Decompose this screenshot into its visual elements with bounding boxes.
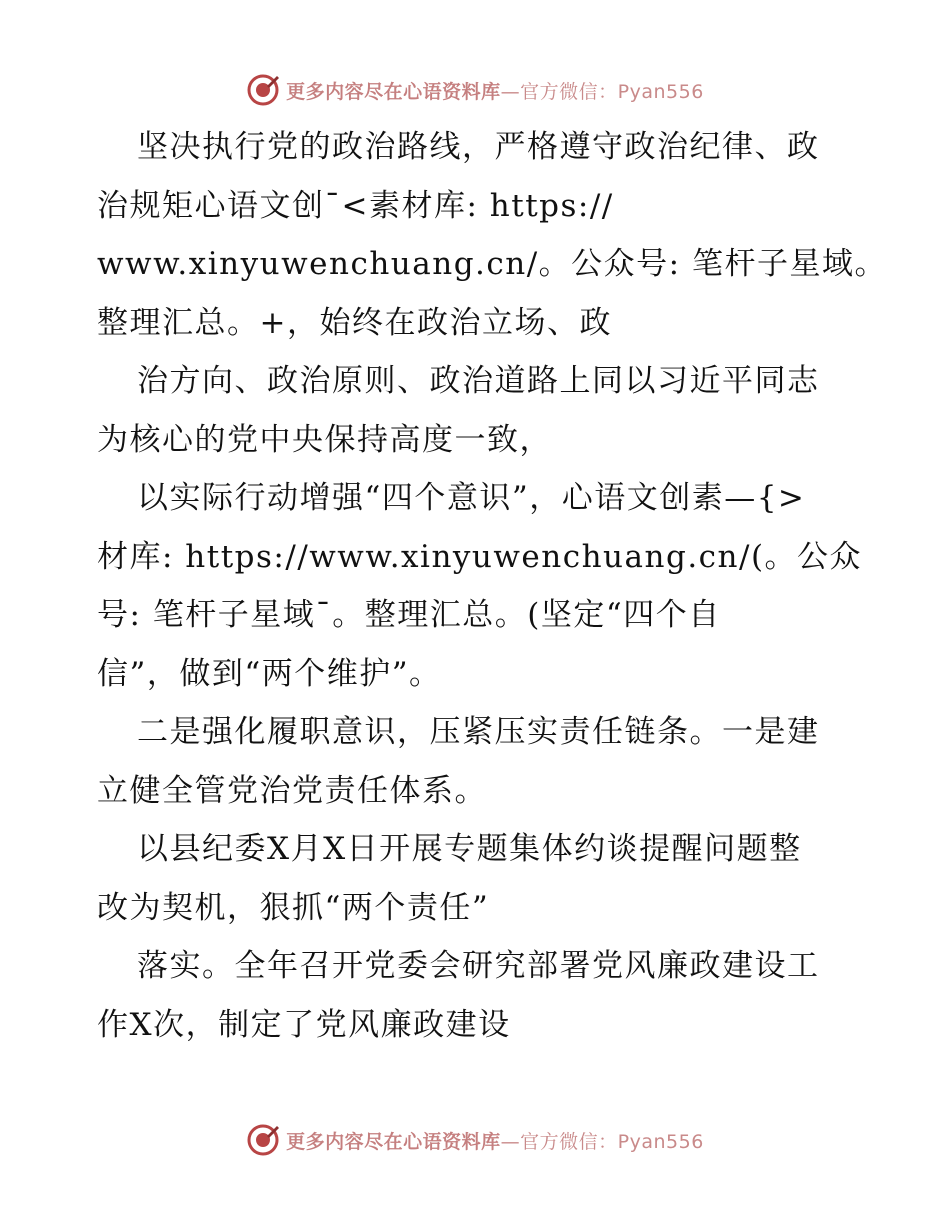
banner-text — [286, 77, 704, 104]
text-line: 落实。全年召开党委会研究部署党风廉政建设工 — [137, 948, 820, 984]
text-line: 作X次，制定了党风廉政建设 — [97, 1006, 511, 1043]
pen-logo-icon — [246, 73, 280, 107]
document-body — [97, 118, 887, 1054]
banner-separator: — — [500, 1130, 521, 1153]
header-banner — [0, 70, 950, 110]
text-line: 改为契机，狠抓“两个责任” — [97, 889, 490, 926]
footer-banner — [0, 1120, 950, 1160]
banner-text — [286, 1127, 704, 1154]
banner-suffix: 官方微信：Pyan556 — [520, 1130, 704, 1153]
text-line: 信”，做到“两个维护”。 — [97, 655, 442, 692]
text-line: 坚决执行党的政治路线，严格遵守政治纪律、政 — [137, 129, 820, 165]
text-line: www.xinyuwenchuang.cn/。公众号: 笔杆子星域。 — [97, 246, 887, 282]
text-line: 以实际行动增强“四个意识”，心语文创素—{> — [137, 480, 806, 516]
text-line: 为核心的党中央保持高度一致， — [97, 421, 552, 458]
text-line: 二是强化履职意识，压紧压实责任链条。一是建 — [137, 714, 820, 750]
banner-separator: — — [500, 80, 521, 103]
text-line: 治规矩心语文创¯<素材库: https:// — [97, 187, 614, 224]
text-line: 治方向、政治原则、政治道路上同以习近平同志 — [137, 363, 820, 399]
banner-brand: 更多内容尽在心语资料库 — [286, 80, 501, 103]
banner-brand: 更多内容尽在心语资料库 — [286, 1130, 501, 1153]
text-line: 材库: https://www.xinyuwenchuang.cn/(。公众 — [97, 538, 863, 575]
banner-suffix: 官方微信：Pyan556 — [520, 80, 704, 103]
text-line: 整理汇总。+，始终在政治立场、政 — [97, 304, 612, 341]
pen-logo-icon — [246, 1123, 280, 1157]
text-line: 以县纪委X月X日开展专题集体约谈提醒问题整 — [137, 831, 802, 867]
text-line: 立健全管党治党责任体系。 — [97, 772, 487, 809]
text-line: 号: 笔杆子星域¯。整理汇总。(坚定“四个自 — [97, 597, 721, 633]
